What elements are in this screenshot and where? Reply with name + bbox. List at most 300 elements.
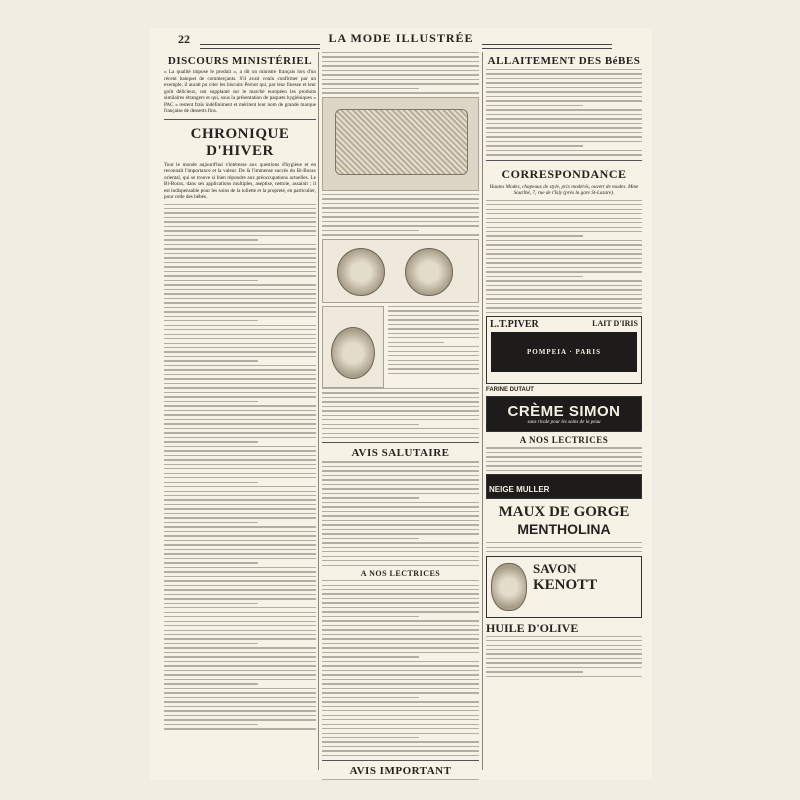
- text-line: [486, 69, 642, 70]
- text-line: [486, 452, 642, 453]
- text-line: [322, 230, 419, 231]
- text-line: [322, 556, 479, 557]
- text-line: [322, 598, 479, 599]
- text-line: [164, 728, 316, 729]
- text-line: [164, 553, 316, 554]
- text-line: [322, 216, 479, 217]
- text-line: [164, 298, 316, 299]
- medallion-illustration: [322, 239, 479, 303]
- text-line: [322, 419, 479, 420]
- text-line: [164, 414, 316, 415]
- text-line: [322, 679, 479, 680]
- text-line: [164, 656, 316, 657]
- lectrices-heading: A NOS LECTRICES: [360, 569, 441, 579]
- text-line: [164, 679, 316, 680]
- text-line: [164, 284, 316, 285]
- text-line: [322, 542, 479, 543]
- text-line: [164, 486, 316, 487]
- text-line: [322, 706, 479, 707]
- ad-savon-kenott: [486, 556, 642, 618]
- ad-piver-product: LAIT D'IRIS: [592, 319, 638, 329]
- text-line: [322, 585, 479, 586]
- text-line: [164, 464, 316, 465]
- text-line: [322, 701, 479, 702]
- text-line: [164, 208, 316, 209]
- text-line: [164, 271, 316, 272]
- text-line: [322, 415, 479, 416]
- salutaire-heading: AVIS SALUTAIRE: [351, 447, 450, 460]
- chronique-text: Tout le monde aujourd'hui s'intéresse aux questions d'hygiène et en reconnaît l'importance et la valeur. De là l'immense succès du Bi-Borax oriental, qui se trouve si bien répondre aux préoccupations actuelles. Le Bi-Borax, dans ses applications multiples, aseptise, nettoie, assainit ; il est indispensable pour les soins de la toilette et la propreté, en particulier, pour celle des bébés.: [164, 161, 316, 200]
- text-line: [486, 303, 642, 304]
- watch-section: [322, 306, 479, 388]
- text-line: [164, 244, 316, 245]
- text-line: [322, 607, 479, 608]
- text-line: [322, 638, 479, 639]
- ad-kenott-title: KENOTT: [533, 576, 598, 593]
- text-line: [164, 257, 316, 258]
- text-line: [322, 533, 479, 534]
- text-line: [164, 710, 316, 711]
- text-line: [164, 302, 316, 303]
- text-line: [164, 549, 316, 550]
- divider: [322, 442, 479, 443]
- text-line: [388, 364, 479, 365]
- text-line: [164, 316, 316, 317]
- text-line: [322, 616, 419, 617]
- text-line: [322, 437, 479, 438]
- text-line: [164, 558, 316, 559]
- text-line: [164, 647, 316, 648]
- text-line: [486, 218, 642, 219]
- text-line: [322, 737, 419, 738]
- text-line: [164, 473, 316, 474]
- text-line: [322, 65, 479, 66]
- text-line: [164, 715, 316, 716]
- text-line: [164, 280, 258, 281]
- text-line: [486, 465, 642, 466]
- text-line: [322, 665, 479, 666]
- text-line: [322, 74, 479, 75]
- text-line: [486, 671, 583, 672]
- text-line: [164, 437, 316, 438]
- text-line: [164, 724, 258, 725]
- text-line: [322, 392, 479, 393]
- text-line: [164, 405, 316, 406]
- text-line: [486, 222, 642, 223]
- text-line: [164, 419, 316, 420]
- ad-farine: FARINE DUTAUT: [486, 387, 534, 394]
- text-line: [322, 70, 479, 71]
- text-line: [164, 365, 316, 366]
- text-line: [388, 328, 479, 329]
- text-line: [486, 73, 642, 74]
- text-line: [388, 324, 479, 325]
- text-line: [164, 540, 316, 541]
- text-line: [322, 580, 479, 581]
- text-line: [486, 667, 642, 668]
- text-line: [486, 82, 642, 83]
- text-line: [164, 598, 316, 599]
- text-line: [486, 653, 642, 654]
- header-ornament-left: [200, 44, 320, 49]
- text-line: [322, 529, 479, 530]
- text-line: [164, 428, 316, 429]
- text-line: [486, 213, 642, 214]
- body-text-lines: [322, 52, 479, 94]
- text-line: [322, 502, 479, 503]
- text-line: [322, 506, 479, 507]
- body-text-lines: [322, 388, 479, 439]
- text-line: [164, 603, 258, 604]
- text-line: [486, 240, 642, 241]
- text-line: [486, 145, 583, 146]
- column-divider: [482, 52, 483, 770]
- ad-creme-title: CRÈME SIMON: [507, 403, 621, 421]
- text-line: [486, 551, 642, 552]
- text-line: [164, 334, 316, 335]
- text-line: [164, 221, 316, 222]
- text-line: [486, 289, 642, 290]
- text-line: [486, 461, 642, 462]
- text-line: [164, 204, 316, 205]
- text-line: [388, 319, 479, 320]
- ad-creme-simon: [486, 396, 642, 432]
- text-line: [164, 719, 316, 720]
- text-line: [164, 652, 316, 653]
- text-line: [322, 602, 479, 603]
- text-line: [322, 461, 479, 462]
- text-line: [164, 701, 316, 702]
- text-line: [164, 580, 316, 581]
- text-line: [322, 755, 479, 756]
- text-line: [164, 585, 316, 586]
- ad-savon-title: SAVON: [533, 560, 577, 576]
- text-line: [486, 227, 642, 228]
- text-line: [322, 697, 419, 698]
- text-line: [388, 306, 479, 307]
- page-number: 22: [178, 32, 190, 46]
- text-line: [322, 715, 479, 716]
- ad-neige-title: NEIGE MULLER: [489, 485, 550, 495]
- text-line: [322, 779, 479, 780]
- text-line: [322, 234, 479, 235]
- text-line: [322, 424, 419, 425]
- text-line: [164, 562, 258, 563]
- text-line: [322, 643, 479, 644]
- text-line: [486, 127, 642, 128]
- text-line: [164, 423, 316, 424]
- text-line: [322, 674, 479, 675]
- text-line: [164, 325, 316, 326]
- body-text-lines: [388, 306, 479, 388]
- text-line: [164, 392, 316, 393]
- text-line: [486, 271, 642, 272]
- ad-huile-title: HUILE D'OLIVE: [486, 620, 579, 635]
- text-line: [322, 406, 479, 407]
- text-line: [486, 109, 642, 110]
- text-line: [486, 91, 642, 92]
- text-line: [388, 333, 479, 334]
- text-line: [164, 522, 258, 523]
- text-line: [388, 315, 479, 316]
- text-line: [322, 388, 479, 389]
- body-text-lines: [322, 461, 479, 566]
- text-line: [164, 607, 316, 608]
- text-line: [164, 504, 316, 505]
- text-line: [164, 369, 316, 370]
- text-line: [164, 329, 316, 330]
- text-line: [164, 307, 316, 308]
- text-line: [322, 560, 479, 561]
- text-line: [322, 511, 479, 512]
- text-line: [388, 310, 479, 311]
- text-line: [322, 741, 479, 742]
- text-line: [322, 428, 479, 429]
- text-line: [164, 293, 316, 294]
- text-line: [322, 497, 419, 498]
- text-line: [164, 217, 316, 218]
- text-line: [322, 410, 479, 411]
- text-line: [164, 665, 316, 666]
- text-line: [322, 198, 479, 199]
- text-line: [322, 620, 479, 621]
- text-line: [322, 61, 479, 62]
- text-line: [164, 616, 316, 617]
- text-line: [164, 410, 316, 411]
- text-line: [486, 649, 642, 650]
- text-line: [164, 625, 316, 626]
- ad-piver-brand: L.T.PIVER: [490, 319, 539, 331]
- text-line: [322, 746, 479, 747]
- text-line: [486, 312, 642, 313]
- text-line: [164, 571, 316, 572]
- text-line: [322, 661, 479, 662]
- discours-text: « La qualité impose le produit », a dit un ministre français lors d'un récent banquet de commerçants. S'il avait voulu confirmer par un exemple, il aurait pu citer les biscuits Pernot qui, par leur finesse et leur goût délicieux, ont supplanté sur le marché européen les produits similaires étrangers et qui, sous la présentation de paquets hygiéniques « PAC » restent fraîs indéfiniment et méritent leur nom de grande marque française de desserts fins.: [164, 69, 316, 114]
- text-line: [322, 479, 479, 480]
- text-line: [164, 697, 316, 698]
- text-line: [322, 88, 419, 89]
- text-line: [322, 733, 479, 734]
- text-line: [164, 508, 316, 509]
- important-heading: AVIS IMPORTANT: [349, 765, 452, 778]
- text-line: [322, 656, 419, 657]
- text-line: [322, 728, 479, 729]
- correspondance-subtitle: Hautes Modes, chapeaux de style, prix modérés, ouvert de modes. Mme Sourlhé, 7, rue de l'Isly (près la gare St-Lazare).: [489, 183, 639, 197]
- text-line: [486, 123, 642, 124]
- child-face-illustration: [491, 563, 527, 611]
- text-line: [164, 477, 316, 478]
- text-line: [164, 459, 316, 460]
- text-line: [322, 79, 479, 80]
- text-line: [486, 200, 642, 201]
- text-line: [322, 225, 479, 226]
- text-line: [322, 625, 479, 626]
- text-line: [322, 515, 479, 516]
- text-line: [486, 209, 642, 210]
- text-line: [322, 589, 479, 590]
- column-middle: [322, 52, 479, 780]
- text-line: [486, 662, 642, 663]
- text-line: [322, 629, 479, 630]
- text-line: [486, 645, 642, 646]
- ad-piver-tag: POMPEIA · PARIS: [491, 332, 637, 372]
- text-line: [164, 670, 316, 671]
- divider: [322, 760, 479, 761]
- text-line: [164, 661, 316, 662]
- text-line: [322, 652, 479, 653]
- text-line: [322, 221, 479, 222]
- text-line: [164, 513, 316, 514]
- text-line: [486, 258, 642, 259]
- text-line: [164, 576, 316, 577]
- text-line: [486, 636, 642, 637]
- text-line: [164, 706, 316, 707]
- text-line: [164, 441, 258, 442]
- body-text-lines: [486, 542, 642, 552]
- text-line: [486, 96, 642, 97]
- text-line: [164, 674, 316, 675]
- text-line: [164, 275, 316, 276]
- text-line: [164, 692, 316, 693]
- body-text-lines: [486, 636, 642, 678]
- divider: [164, 119, 316, 120]
- text-line: [322, 493, 479, 494]
- text-line: [322, 470, 479, 471]
- text-line: [322, 207, 479, 208]
- text-line: [164, 455, 316, 456]
- text-line: [486, 267, 642, 268]
- text-line: [164, 378, 316, 379]
- ad-mentholina: [486, 502, 642, 539]
- text-line: [322, 433, 479, 434]
- text-line: [322, 647, 479, 648]
- text-line: [164, 351, 316, 352]
- text-line: [164, 212, 316, 213]
- divider: [486, 160, 642, 161]
- text-line: [164, 446, 316, 447]
- text-line: [388, 355, 479, 356]
- text-line: [164, 517, 316, 518]
- text-line: [322, 212, 479, 213]
- text-line: [322, 203, 479, 204]
- text-line: [164, 495, 316, 496]
- body-text-lines: [322, 779, 479, 780]
- text-line: [322, 551, 479, 552]
- text-line: [388, 337, 479, 338]
- text-line: [164, 688, 316, 689]
- allaitement-heading: ALLAITEMENT DES BéBES: [487, 55, 641, 67]
- text-line: [164, 383, 316, 384]
- text-line: [164, 638, 316, 639]
- text-line: [486, 547, 642, 548]
- text-line: [388, 346, 479, 347]
- text-line: [164, 311, 316, 312]
- text-line: [164, 499, 316, 500]
- text-line: [322, 397, 479, 398]
- text-line: [322, 488, 479, 489]
- text-line: [164, 248, 316, 249]
- text-line: [164, 289, 316, 290]
- text-line: [388, 368, 479, 369]
- text-line: [164, 262, 316, 263]
- text-line: [486, 132, 642, 133]
- text-line: [164, 589, 316, 590]
- text-line: [164, 535, 316, 536]
- body-text-lines: [486, 69, 642, 156]
- text-line: [164, 630, 316, 631]
- text-line: [486, 285, 642, 286]
- column-left: [164, 52, 316, 780]
- text-line: [486, 470, 642, 471]
- ad-piver: [486, 316, 642, 384]
- text-line: [322, 484, 479, 485]
- text-line: [164, 468, 316, 469]
- chronique-heading: CHRONIQUE D'HIVER: [190, 125, 290, 159]
- text-line: [164, 491, 316, 492]
- discours-heading: DISCOURS MINISTÉRIEL: [167, 55, 313, 67]
- text-line: [388, 360, 479, 361]
- text-line: [388, 351, 479, 352]
- body-text-lines: [164, 204, 316, 730]
- text-line: [164, 230, 316, 231]
- text-line: [486, 105, 583, 106]
- text-line: [164, 343, 316, 344]
- header-ornament-right: [482, 44, 612, 49]
- text-line: [164, 266, 316, 267]
- text-line: [164, 253, 316, 254]
- text-line: [322, 724, 479, 725]
- text-line: [486, 253, 642, 254]
- text-line: [486, 231, 642, 232]
- correspondance-heading: CORRESPONDANCE: [501, 166, 627, 181]
- text-line: [486, 542, 642, 543]
- text-line: [164, 356, 316, 357]
- text-line: [486, 118, 642, 119]
- ad-maux-title: MAUX DE GORGE: [498, 504, 630, 521]
- lectrices-heading-right: A NOS LECTRICES: [519, 435, 609, 446]
- magazine-title: LA MODE ILLUSTRÉE: [328, 31, 474, 45]
- text-line: [486, 676, 642, 677]
- text-line: [486, 294, 642, 295]
- column-right: [486, 52, 642, 780]
- text-line: [486, 456, 642, 457]
- text-line: [322, 719, 479, 720]
- text-line: [388, 342, 444, 343]
- text-line: [322, 524, 479, 525]
- text-line: [486, 262, 642, 263]
- text-line: [322, 710, 479, 711]
- text-line: [486, 114, 642, 115]
- text-line: [486, 78, 642, 79]
- ad-creme-subtitle: sans rivale pour les soins de la peau: [527, 420, 601, 426]
- text-line: [322, 692, 479, 693]
- text-line: [164, 621, 316, 622]
- text-line: [322, 466, 479, 467]
- text-line: [164, 683, 258, 684]
- text-line: [164, 235, 316, 236]
- text-line: [164, 347, 316, 348]
- text-line: [164, 612, 316, 613]
- text-line: [164, 374, 316, 375]
- ad-neige-muller: [486, 474, 642, 499]
- text-line: [164, 239, 258, 240]
- column-divider: [318, 52, 319, 770]
- page-header: [150, 28, 652, 50]
- text-line: [164, 396, 316, 397]
- text-line: [322, 634, 479, 635]
- text-line: [164, 338, 316, 339]
- text-line: [322, 52, 479, 53]
